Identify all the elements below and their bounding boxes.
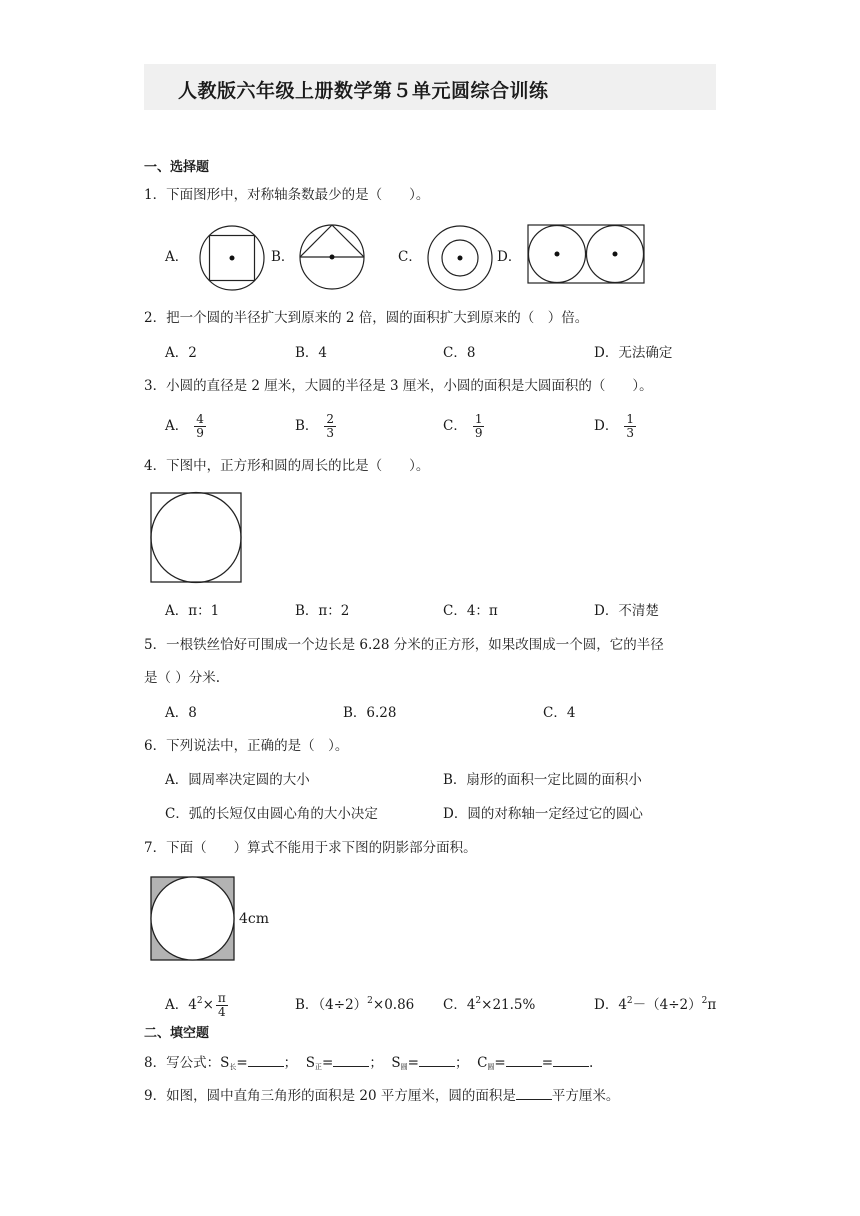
q3-label-d: D．	[594, 418, 619, 434]
q9-stem: 9．如图，圆中直角三角形的面积是 20 平方厘米，圆的面积是 平方厘米。	[144, 1088, 620, 1104]
q9-blank[interactable]	[516, 1087, 552, 1100]
q1-label-a: A．	[165, 249, 189, 265]
q7-shaded-figure	[150, 876, 236, 962]
q3-option-c	[443, 409, 484, 443]
q6-option-a: A．圆周率决定圆的大小	[165, 772, 310, 788]
section-heading-fill: 二、填空题	[144, 1026, 210, 1041]
q2-option-b: B．4	[295, 345, 328, 361]
q7-figure-label: 4cm	[239, 911, 270, 927]
q6-option-b: B．扇形的面积一定比圆的面积小	[443, 772, 642, 788]
q1-label-d: D．	[497, 249, 522, 265]
q2-option-c: C．8	[443, 345, 476, 361]
q3-label-a: A．	[165, 418, 189, 434]
q8-blank-5[interactable]	[553, 1054, 589, 1067]
q6-option-d: D．圆的对称轴一定经过它的圆心	[443, 806, 643, 822]
q8-blank-1[interactable]	[248, 1054, 284, 1067]
q7-stem: 7．下面（ ）算式不能用于求下图的阴影部分面积。	[144, 840, 477, 856]
q4-figure	[150, 492, 244, 584]
q1-stem: 1．下面图形中，对称轴条数最少的是（ ）。	[144, 187, 430, 203]
q3-option-d	[594, 409, 636, 443]
q4-stem: 4．下图中，正方形和圆的周长的比是（ ）。	[144, 458, 430, 474]
q1-label-b: B．	[271, 249, 295, 265]
q1-figure-a	[198, 224, 266, 292]
q2-option-a: A．2	[165, 345, 197, 361]
q8-blank-2[interactable]	[333, 1054, 369, 1067]
q4-option-d: D．不清楚	[594, 603, 659, 619]
q4-option-b: B．π：2	[295, 603, 350, 619]
q3-fraction-a: $\frac{4}{9}$	[196, 412, 204, 440]
q4-option-c: C．4：π	[443, 603, 498, 619]
q5-option-a: A．8	[165, 705, 197, 721]
q7-option-a: A．$4^2\times$ $\frac{\pi}{4}$	[165, 991, 226, 1019]
q8-blank-3[interactable]	[419, 1054, 455, 1067]
q1-figure-c	[426, 224, 494, 292]
q3-stem: 3．小圆的直径是 2 厘米，大圆的半径是 3 厘米，小圆的面积是大圆面积的（ ）。	[144, 378, 653, 394]
q3-option-b	[295, 409, 336, 443]
q7-option-d: D．$4^2-(4\div 2)^2\pi$	[594, 996, 717, 1013]
q8-blank-4[interactable]	[506, 1054, 542, 1067]
section-heading-choice: 一、选择题	[144, 160, 210, 175]
page-title: 人教版六年级上册数学第５单元圆综合训练	[178, 80, 549, 102]
q3-fraction-c: $\frac{1}{9}$	[474, 412, 483, 440]
q5-stem-line2: 是（ ）分米.	[144, 670, 221, 686]
q6-stem: 6．下列说法中，正确的是（ ）。	[144, 738, 349, 754]
q3-label-c: C．	[443, 418, 467, 434]
q3-label-b: B．	[295, 418, 319, 434]
q5-option-c: C．4	[543, 705, 576, 721]
q3-fraction-d: $\frac{1}{3}$	[626, 412, 634, 440]
q3-fraction-b: $\frac{2}{3}$	[326, 412, 335, 440]
q7-option-b: B．$(4\div 2)^2\times 0.86$	[295, 996, 415, 1013]
q4-option-a: A．π：1	[165, 603, 220, 619]
q8-formulas: 8．写公式：$S_长=$ ； $S_正=$ ； $S_圆=$ ； $C_圆=$ = .	[144, 1055, 594, 1071]
q3-option-a	[165, 409, 206, 443]
q1-label-c: C．	[398, 249, 422, 265]
q2-stem: 2．把一个圆的半径扩大到原来的 2 倍，圆的面积扩大到原来的（ ）倍。	[144, 310, 589, 326]
q5-option-b: B．6.28	[343, 705, 397, 721]
q2-option-d: D．无法确定	[594, 345, 673, 361]
q5-stem-line1: 5．一根铁丝恰好可围成一个边长是 6.28 分米的正方形，如果改围成一个圆，它的半径	[144, 637, 664, 653]
q1-figure-b	[298, 223, 366, 291]
q1-figure-d	[527, 224, 645, 286]
q6-option-c: C．弧的长短仅由圆心角的大小决定	[165, 806, 378, 822]
q7-option-c: C．$4^2\times 21.5\%$	[443, 996, 536, 1013]
